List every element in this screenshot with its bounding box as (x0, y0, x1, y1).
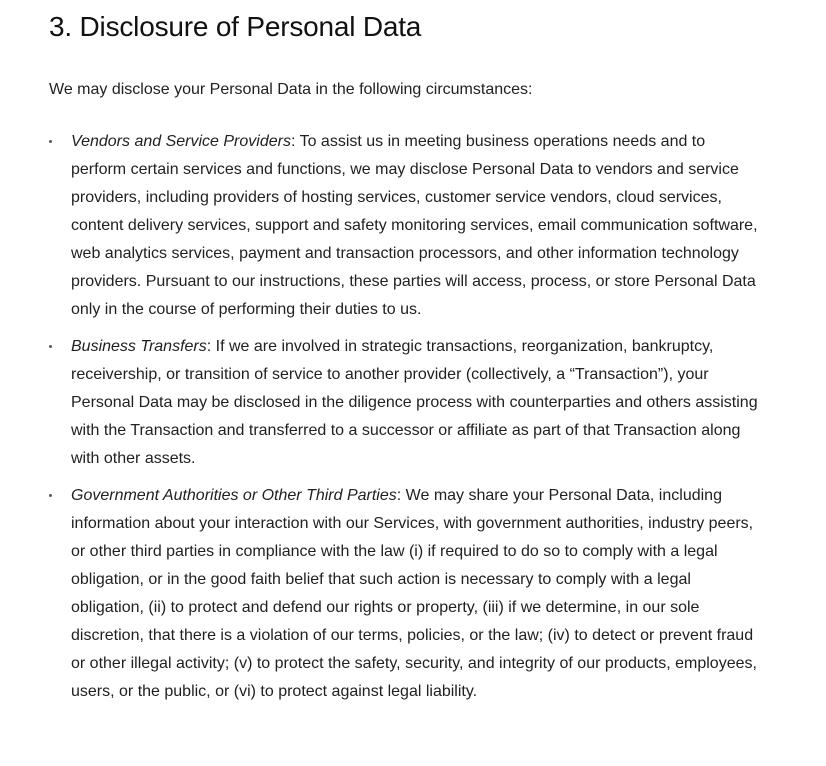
list-item-business-transfers (49, 333, 761, 473)
item-text: : To assist us in meeting business operations needs and to perform certain services and functions, we may disclose Personal Data to vendors and service providers, including providers of hosting services, customer service vendors, cloud services, content delivery services, support and safety monitoring services, email communication software, web analytics services, payment and transaction processors, and other information technology providers. Pursuant to our instructions, these parties will access, process, or store Personal Data only in the course of performing their duties to us. (71, 133, 758, 318)
section-title: 3. Disclosure of Personal Data (49, 11, 422, 42)
item-term: Vendors and Service Providers (71, 133, 291, 150)
item-text: : If we are involved in strategic transactions, reorganization, bankruptcy, receivership, or transition of service to another provider (collectively, a “Transaction”), your Personal Data may be disclosed in the diligence process with counterparties and others assisting with the Transaction and transferred to a successor or affiliate as part of that Transaction along with other assets. (71, 338, 758, 467)
item-term: Government Authorities or Other Third Parties (71, 487, 397, 504)
bullet-icon (49, 345, 52, 348)
item-term: Business Transfers (71, 338, 207, 355)
disclosure-list (49, 128, 786, 706)
item-text: : We may share your Personal Data, including information about your interaction with our Services, with government authorities, industry peers, or other third parties in compliance with the law (i) if required to do so to comply with a legal obligation, or in the good faith belief that such action is necessary to comply with a legal obligation, (ii) to protect and defend our rights or property, (iii) if we determine, in our sole discretion, that there is a violation of our terms, policies, or the law; (iv) to detect or prevent fraud or other illegal activity; (v) to protect the safety, security, and integrity of our products, employees, users, or the public, or (vi) to protect against legal liability. (71, 487, 757, 700)
intro-paragraph: We may disclose your Personal Data in the following circumstances: (49, 81, 533, 98)
bullet-icon (49, 494, 52, 497)
list-item-vendors (49, 128, 761, 324)
list-item-government-authorities (49, 482, 761, 706)
bullet-icon (49, 140, 52, 143)
